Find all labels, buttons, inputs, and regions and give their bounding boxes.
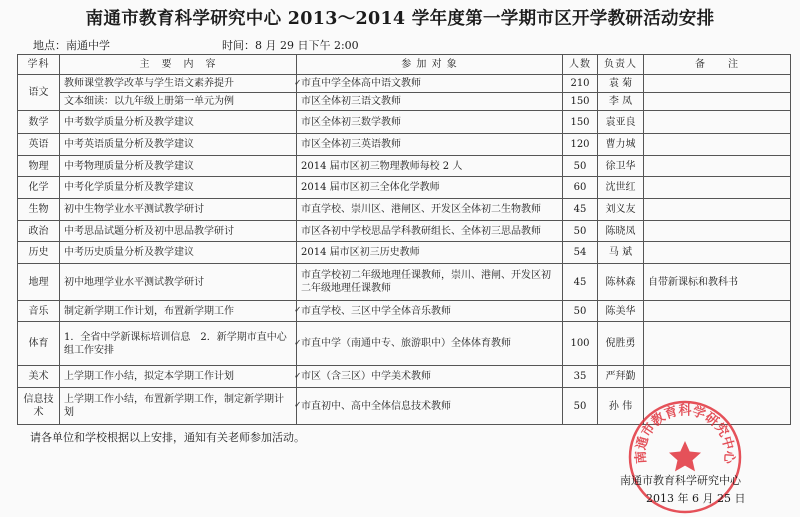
cell-subject: 体育 xyxy=(18,322,60,366)
document-title: 南通市教育科学研究中心 2013～2014 学年度第一学期市区开学教研活动安排 xyxy=(85,9,715,29)
cell-target-text: 市直中学（南通中专、旅游职中）全体体育教师 xyxy=(301,338,511,349)
table-row xyxy=(18,156,791,177)
cell-note xyxy=(644,366,791,388)
cell-subject: 美术 xyxy=(18,366,60,388)
cell-count: 50 xyxy=(563,388,598,425)
cell-content: 1．全省中学新课标培训信息 2．新学期市直中心组工作安排 xyxy=(60,322,297,366)
cell-subject: 化学 xyxy=(18,177,60,199)
cell-count: 50 xyxy=(563,156,598,177)
cell-target: 2014 届市区初三历史教师 xyxy=(297,242,563,264)
cell-subject: 音乐 xyxy=(18,301,60,322)
cell-note xyxy=(644,221,791,242)
table-row xyxy=(18,134,791,156)
cell-note xyxy=(644,301,791,322)
cell-person: 袁 菊 xyxy=(598,75,644,93)
cell-subject: 英语 xyxy=(18,134,60,156)
cell-person: 马 斌 xyxy=(598,242,644,264)
check-mark-icon: ✓ xyxy=(294,305,302,316)
cell-count: 210 xyxy=(563,75,598,93)
cell-content: 中考物理质量分析及教学建议 xyxy=(60,156,297,177)
cell-target: 市区全体初三语文教师 xyxy=(297,93,563,111)
cell-target xyxy=(294,75,563,93)
cell-note xyxy=(644,322,791,366)
cell-count: 50 xyxy=(563,301,598,322)
check-mark-icon: ✓ xyxy=(294,338,302,348)
table-row xyxy=(18,93,791,111)
cell-target: 市区各初中学校思品学科教研组长、全体初三思品教师 xyxy=(297,221,563,242)
cell-target: 市直学校、崇川区、港闸区、开发区全体初二生物教师 xyxy=(297,199,563,221)
cell-count: 120 xyxy=(563,134,598,156)
cell-target-text: 市直学校、三区中学全体音乐教师 xyxy=(301,305,451,317)
cell-target: 2014 届市区初三全体化学教师 xyxy=(297,177,563,199)
cell-person: 李 凤 xyxy=(598,93,644,111)
cell-target: 市区全体初三数学教师 xyxy=(297,111,563,134)
issue-date: 2013 年 6 月 25 日 xyxy=(646,492,746,505)
cell-note xyxy=(644,75,791,93)
header-content: 主 要 内 容 xyxy=(60,55,297,75)
cell-subject: 语文 xyxy=(18,75,60,111)
cell-person: 严拜勤 xyxy=(598,366,644,388)
cell-note xyxy=(644,242,791,264)
table-row xyxy=(18,221,791,242)
cell-target-text: 市直初中、高中全体信息技术教师 xyxy=(301,400,451,412)
cell-target xyxy=(294,301,563,322)
cell-content: 上学期工作小结，拟定本学期工作计划 xyxy=(60,366,297,388)
cell-count: 150 xyxy=(563,111,598,134)
table-row xyxy=(18,322,791,366)
table-row xyxy=(18,264,791,301)
cell-content: 中考历史质量分析及教学建议 xyxy=(60,242,297,264)
cell-note xyxy=(644,93,791,111)
cell-content: 制定新学期工作计划，布置新学期工作 xyxy=(60,301,297,322)
cell-count: 45 xyxy=(563,199,598,221)
cell-subject: 信息技术 xyxy=(18,388,60,425)
cell-content: 教师课堂教学改革与学生语文素养提升 xyxy=(60,75,297,93)
cell-target: 市区全体初三英语教师 xyxy=(297,134,563,156)
table-row xyxy=(18,242,791,264)
cell-count: 100 xyxy=(563,322,598,366)
cell-target xyxy=(294,322,563,366)
header-count: 人数 xyxy=(563,55,598,75)
cell-content: 中考英语质量分析及教学建议 xyxy=(60,134,297,156)
cell-note: 自带新课标和教科书 xyxy=(644,264,791,301)
cell-person: 袁亚良 xyxy=(598,111,644,134)
cell-note xyxy=(644,134,791,156)
cell-content: 初中地理学业水平测试教学研讨 xyxy=(60,264,297,301)
header-person: 负责人 xyxy=(598,55,644,75)
cell-count: 54 xyxy=(563,242,598,264)
cell-target-text: 市直中学全体高中语文教师 xyxy=(301,78,421,89)
header-note: 备 注 xyxy=(644,55,791,75)
cell-count: 60 xyxy=(563,177,598,199)
cell-subject: 历史 xyxy=(18,242,60,264)
cell-target: 2014 届市区初三物理教师每校 2 人 xyxy=(297,156,563,177)
table-row xyxy=(18,75,791,93)
cell-content: 中考化学质量分析及教学建议 xyxy=(60,177,297,199)
cell-subject: 政治 xyxy=(18,221,60,242)
cell-content: 初中生物学业水平测试教学研讨 xyxy=(60,199,297,221)
header-target: 参 加 对 象 xyxy=(297,55,563,75)
cell-subject: 数学 xyxy=(18,111,60,134)
cell-content: 上学期工作小结，布置新学期工作，制定新学期计划 xyxy=(60,388,297,425)
table-row xyxy=(18,177,791,199)
cell-target xyxy=(294,366,563,388)
cell-note xyxy=(644,199,791,221)
table-row xyxy=(18,366,791,388)
cell-person: 陈林森 xyxy=(598,264,644,301)
cell-content: 文本细读：以九年级上册第一单元为例 xyxy=(60,93,297,111)
table-row xyxy=(18,111,791,134)
cell-person: 陈晓凤 xyxy=(598,221,644,242)
check-mark-icon: ✓ xyxy=(294,371,302,381)
cell-target: 市直学校初二年级地理任课教师，崇川、港闸、开发区初二年级地理任课教师 xyxy=(297,264,563,301)
cell-count: 150 xyxy=(563,93,598,111)
cell-note xyxy=(644,177,791,199)
cell-count: 50 xyxy=(563,221,598,242)
footer-note: 请各单位和学校根据以上安排，通知有关老师参加活动。 xyxy=(30,431,305,444)
cell-target xyxy=(294,388,563,425)
cell-target-text: 市区（含三区）中学美术教师 xyxy=(301,371,431,382)
cell-content: 中考思品试题分析及初中思品教学研讨 xyxy=(60,221,297,242)
cell-note xyxy=(644,111,791,134)
seal-star-icon xyxy=(669,441,701,471)
cell-count: 35 xyxy=(563,366,598,388)
check-mark-icon: ✓ xyxy=(294,400,302,411)
time-label: 时间：8 月 29 日下午 2:00 xyxy=(222,39,359,52)
cell-subject: 物理 xyxy=(18,156,60,177)
cell-content: 中考数学质量分析及教学建议 xyxy=(60,111,297,134)
cell-note xyxy=(644,156,791,177)
schedule-table xyxy=(17,54,791,425)
cell-subject: 地理 xyxy=(18,264,60,301)
cell-person: 孙 伟 xyxy=(598,388,644,425)
cell-person: 曹力城 xyxy=(598,134,644,156)
issuer-signature: 南通市教育科学研究中心 xyxy=(620,474,741,487)
check-mark-icon: ✓ xyxy=(294,78,302,88)
cell-subject: 生物 xyxy=(18,199,60,221)
table-header-row xyxy=(18,55,791,75)
location-label: 地点：南通中学 xyxy=(33,39,110,52)
cell-person: 倪胜勇 xyxy=(598,322,644,366)
cell-person: 陈美华 xyxy=(598,301,644,322)
seal-text: 南通市教育科学研究中心 xyxy=(633,403,737,465)
cell-count: 45 xyxy=(563,264,598,301)
cell-person: 沈世红 xyxy=(598,177,644,199)
cell-person: 徐卫华 xyxy=(598,156,644,177)
header-subject: 学科 xyxy=(18,55,60,75)
table-row xyxy=(18,199,791,221)
cell-person: 刘义友 xyxy=(598,199,644,221)
table-row xyxy=(18,301,791,322)
